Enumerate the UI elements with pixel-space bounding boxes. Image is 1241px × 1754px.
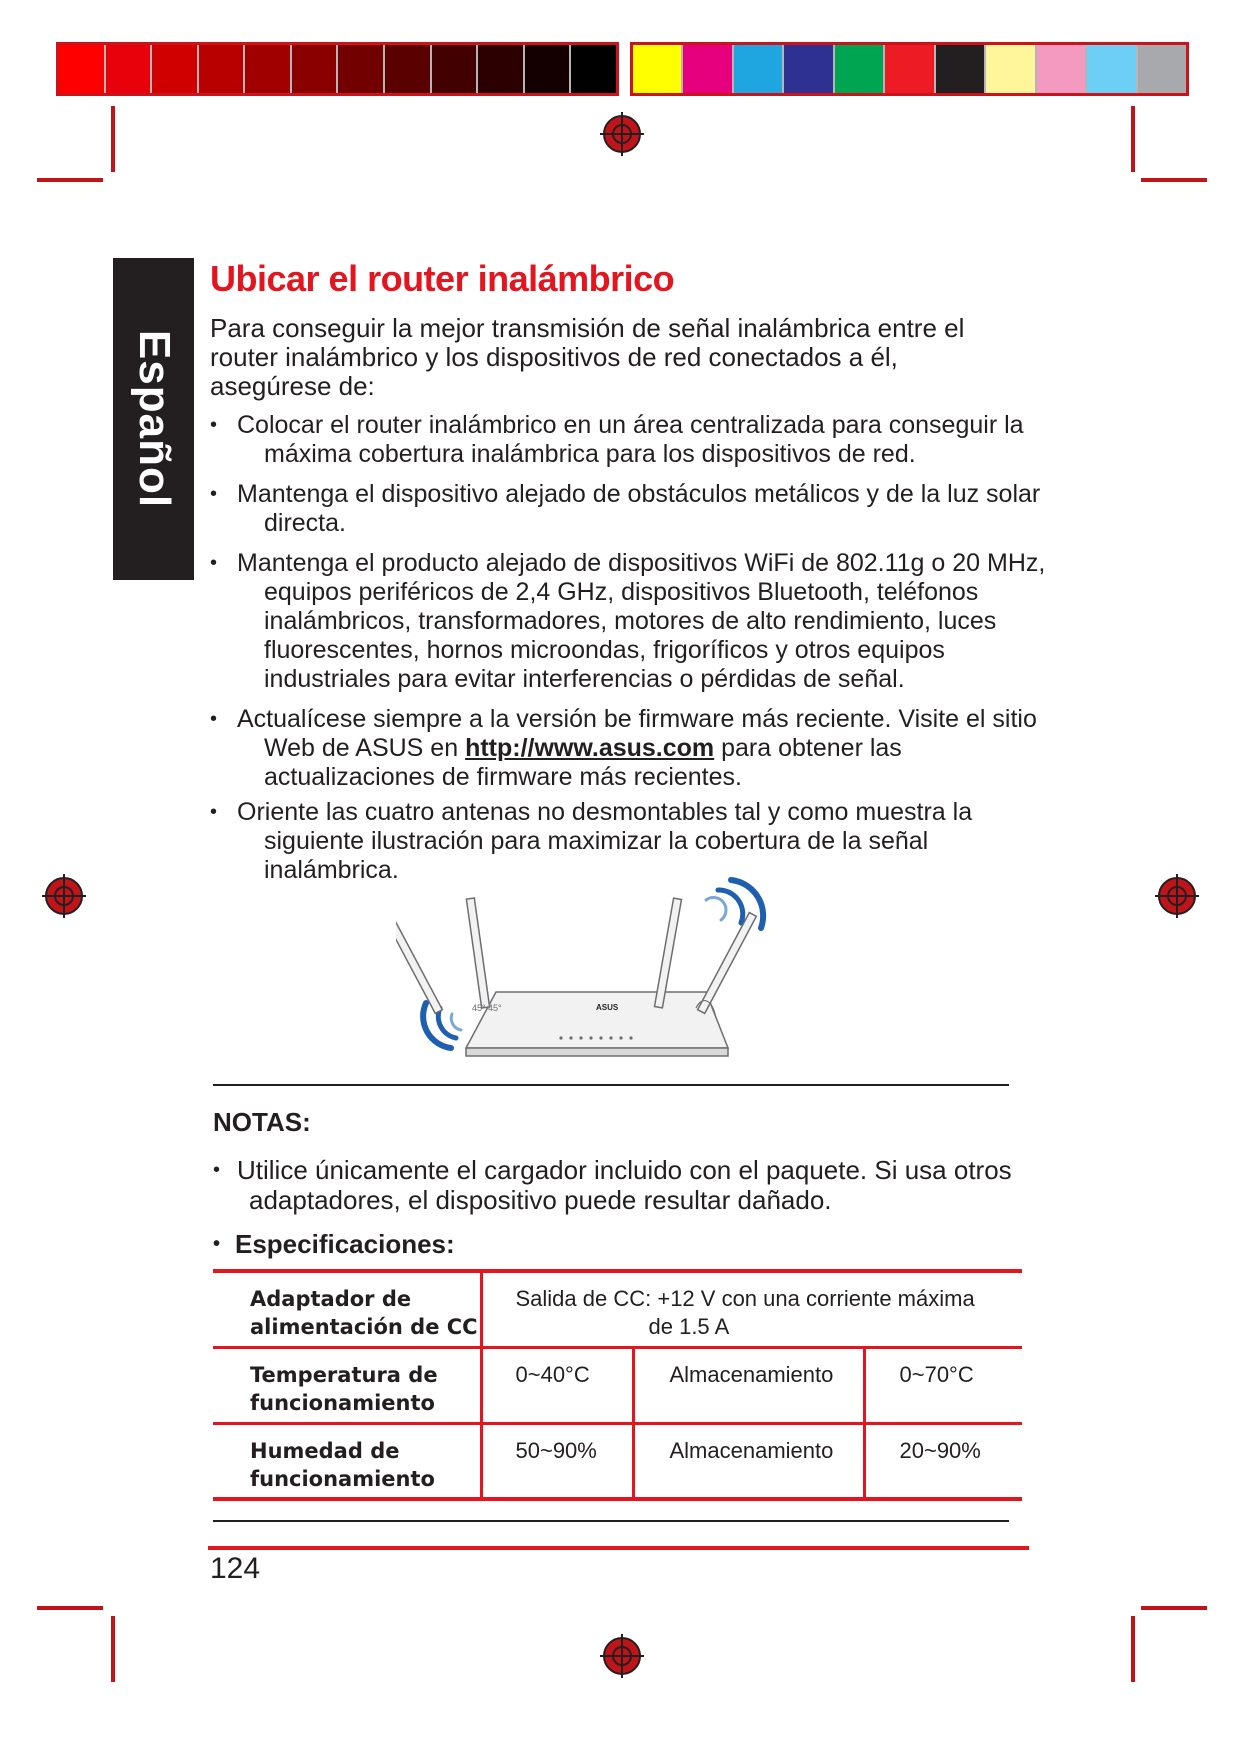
color-swatch: [525, 45, 572, 93]
color-swatch: [633, 45, 683, 93]
crop-mark: [37, 178, 103, 182]
color-swatch: [784, 45, 834, 93]
spec-value-humidity-operating: 50~90%: [481, 1423, 633, 1499]
spec-value-temp-operating: 0~40°C: [481, 1347, 633, 1423]
table-row: [213, 1347, 1022, 1423]
list-item-firmware: [210, 705, 1050, 792]
registration-mark-icon: [599, 1633, 645, 1679]
section-title: Ubicar el router inalámbrico: [210, 258, 675, 299]
router-brand-label: ASUS: [596, 1003, 619, 1012]
adapter-output-line: Salida de CC: +12 V con una corriente máxima: [515, 1286, 975, 1311]
table-row: [213, 1423, 1022, 1499]
color-swatch: [1087, 45, 1137, 93]
color-calibration-bar-right: [630, 42, 1189, 96]
adapter-current-line: de 1.5 A: [648, 1314, 730, 1339]
color-swatch: [338, 45, 385, 93]
page-number: 124: [210, 1552, 261, 1585]
placement-tips-list: [210, 411, 1050, 896]
registration-mark-icon: [1154, 873, 1200, 919]
color-swatch: [1138, 45, 1186, 93]
footer-red-rule: [208, 1546, 1029, 1550]
notes-list: [213, 1155, 1033, 1273]
router-icon: [396, 898, 756, 1056]
color-swatch: [986, 45, 1036, 93]
table-row: [213, 1271, 1022, 1347]
spec-label-temp-storage: Almacenamiento: [633, 1347, 864, 1423]
color-swatch: [292, 45, 339, 93]
spec-value-humidity-storage: 20~90%: [864, 1423, 1022, 1499]
spec-label-humidity: Humedad de funcionamiento: [213, 1423, 481, 1499]
firmware-text-end: para obtener las actualizaciones de firmware más recientes.: [264, 734, 902, 791]
color-swatch: [1037, 45, 1087, 93]
color-swatch: [683, 45, 733, 93]
color-swatch: [432, 45, 479, 93]
spec-value-adapter: [481, 1271, 1022, 1347]
registration-mark-icon: [599, 111, 645, 157]
language-tab-label: Español: [129, 329, 179, 509]
list-item: • Utilice únicamente el cargador incluido con el paquete. Si usa otros adaptadores, el dispositivo puede resultar dañado.: [213, 1155, 1033, 1215]
list-item: • Mantenga el producto alejado de dispositivos WiFi de 802.11g o 20 MHz, equipos periféricos de 2,4 GHz, dispositivos Bluetooth, teléfonos inalámbricos, transformadores, motores de alto rendimiento, luces fluorescentes, hornos microondas, frigoríficos y otros equipos industriales para evitar interferencias o pérdidas de señal.: [210, 549, 1050, 694]
registration-mark-icon: [41, 873, 87, 919]
color-swatch: [885, 45, 935, 93]
notes-title: NOTAS:: [213, 1107, 311, 1137]
color-swatch: [245, 45, 292, 93]
angle-label-left: 45°: [472, 1003, 486, 1013]
crop-mark: [1131, 1616, 1135, 1682]
color-swatch: [734, 45, 784, 93]
crop-mark: [1141, 178, 1207, 182]
list-item: • Colocar el router inalámbrico en un área centralizada para conseguir la máxima cobertura inalámbrica para los dispositivos de red.: [210, 411, 1050, 469]
list-item: • Oriente las cuatro antenas no desmontables tal y como muestra la siguiente ilustración para maximizar la cobertura de la señal inalámbrica.: [210, 798, 1050, 885]
color-swatch: [478, 45, 525, 93]
angle-label-right: 45°: [488, 1003, 502, 1013]
divider: [213, 1084, 1009, 1086]
firmware-text: Actualícese siempre a la versión be firmware más reciente. Visite el sitio Web de ASUS en: [237, 705, 1037, 762]
color-swatch: [385, 45, 432, 93]
color-swatch: [106, 45, 153, 93]
specifications-table: [213, 1269, 1022, 1501]
spec-heading: • Especificaciones:: [213, 1229, 1033, 1259]
spec-label-humidity-storage: Almacenamiento: [633, 1423, 864, 1499]
color-swatch: [835, 45, 885, 93]
color-swatch: [199, 45, 246, 93]
list-item: • Mantenga el dispositivo alejado de obstáculos metálicos y de la luz solar directa.: [210, 480, 1050, 538]
language-tab: [113, 258, 194, 580]
crop-mark: [111, 1616, 115, 1682]
crop-mark: [1131, 106, 1135, 172]
color-swatch: [571, 45, 616, 93]
asus-website-link[interactable]: http://www.asus.com: [465, 734, 715, 762]
divider: [213, 1520, 1009, 1522]
spec-label-temperature: Temperatura de funcionamiento: [213, 1347, 481, 1423]
color-swatch: [152, 45, 199, 93]
router-antenna-illustration: [396, 868, 816, 1068]
crop-mark: [1141, 1606, 1207, 1610]
section-intro: Para conseguir la mejor transmisión de señal inalámbrica entre el router inalámbrico y los dispositivos de red conectados a él, asegúrese de:: [210, 313, 965, 401]
color-swatch: [59, 45, 106, 93]
crop-mark: [37, 1606, 103, 1610]
spec-label-adapter: Adaptador de alimentación de CC: [213, 1271, 481, 1347]
color-calibration-bar-left: [56, 42, 619, 96]
spec-value-temp-storage: 0~70°C: [864, 1347, 1022, 1423]
crop-mark: [111, 106, 115, 172]
color-swatch: [936, 45, 986, 93]
